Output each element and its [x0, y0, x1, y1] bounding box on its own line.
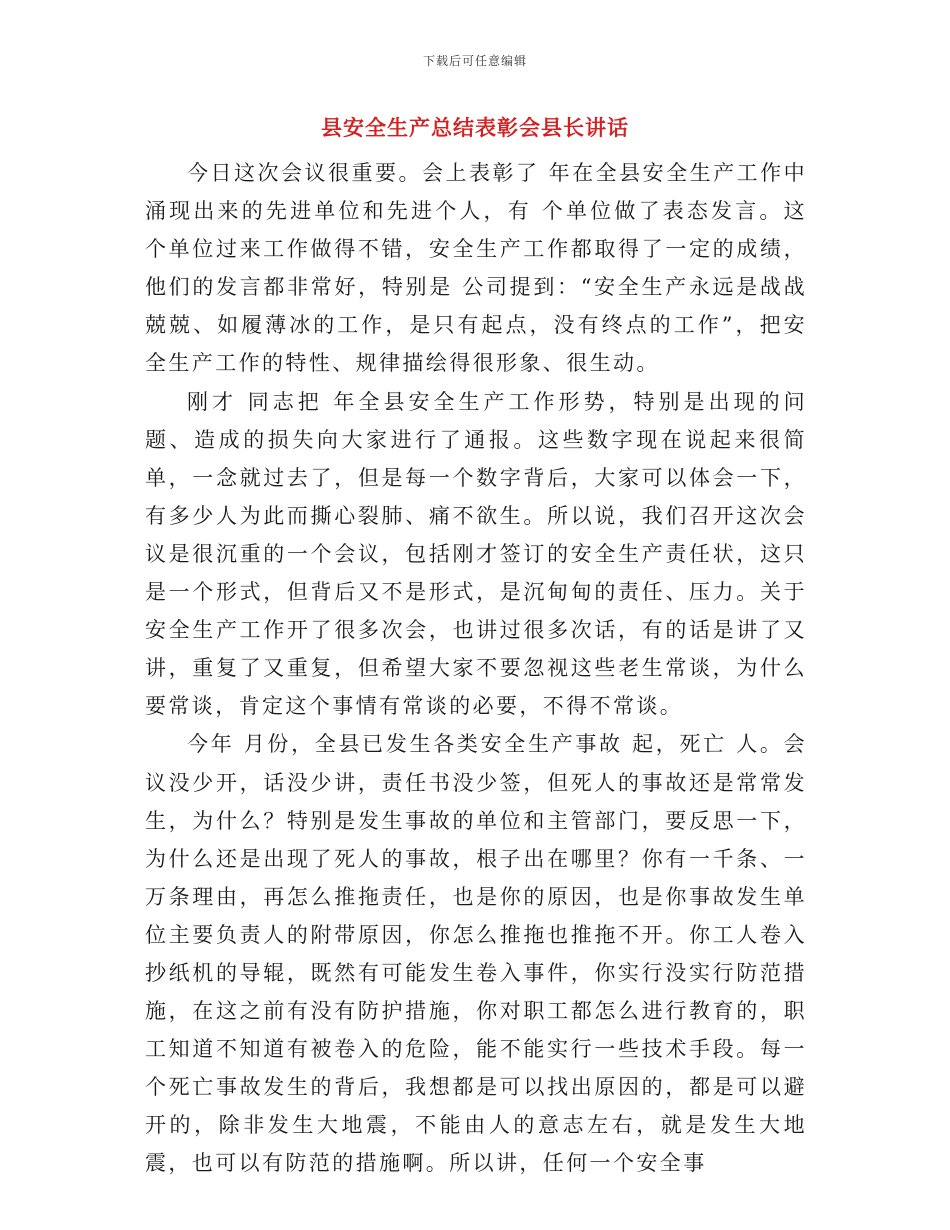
- paragraph-1: 今日这次会议很重要。会上表彰了 年在全县安全生产工作中涌现出来的先进单位和先进个人，有 个单位做了表态发言。这 个单位过来工作做得不错，安全生产工作都取得了一定的成绩，他们的发言都非常好，特别是 公司提到：“安全生产永远是战战兢兢、如履薄冰的工作，是只有起点，没有终点的工作”，把安全生产工作的特性、规律描绘得很形象、很生动。: [145, 161, 807, 376]
- paragraph-3: 今年 月份，全县已发生各类安全生产事故 起，死亡 人。会议没少开，话没少讲，责任书没少签，但死人的事故还是常常发生，为什么？特别是发生事故的单位和主管部门，要反思一下，为什么还是出现了死人的事故，根子出在哪里？你有一千条、一万条理由，再怎么推拖责任，也是你的原因，也是你事故发生单位主要负责人的附带原因，你怎么推拖也推拖不开。你工人卷入抄纸机的导辊，既然有可能发生卷入事件，你实行没实行防范措施，在这之前有没有防护措施，你对职工都怎么进行教育的，职工知道不知道有被卷入的危险，能不能实行一些技术手段。每一个死亡事故发生的背后，我想都是可以找出原因的，都是可以避开的，除非发生大地震，不能由人的意志左右，就是发生大地震，也可以有防范的措施啊。所以讲，任何一个安全事: [145, 732, 807, 1176]
- document-body: [145, 154, 807, 1183]
- document-title: 县安全生产总结表彰会县长讲话: [321, 115, 629, 140]
- header-note: 下载后可任意编辑: [422, 54, 527, 68]
- paragraph-2: 刚才 同志把 年全县安全生产工作形势，特别是出现的问题、造成的损失向大家进行了通报。这些数字现在说起来很简单，一念就过去了，但是每一个数字背后，大家可以体会一下，有多少人为此而撕心裂肺、痛不欲生。所以说，我们召开这次会议是很沉重的一个会议，包括刚才签订的安全生产责任状，这只是一个形式，但背后又不是形式，是沉甸甸的责任、压力。关于安全生产工作开了很多次会，也讲过很多次话，有的话是讲了又讲，重复了又重复，但希望大家不要忽视这些老生常谈，为什么要常谈，肯定这个事情有常谈的必要，不得不常谈。: [145, 389, 807, 719]
